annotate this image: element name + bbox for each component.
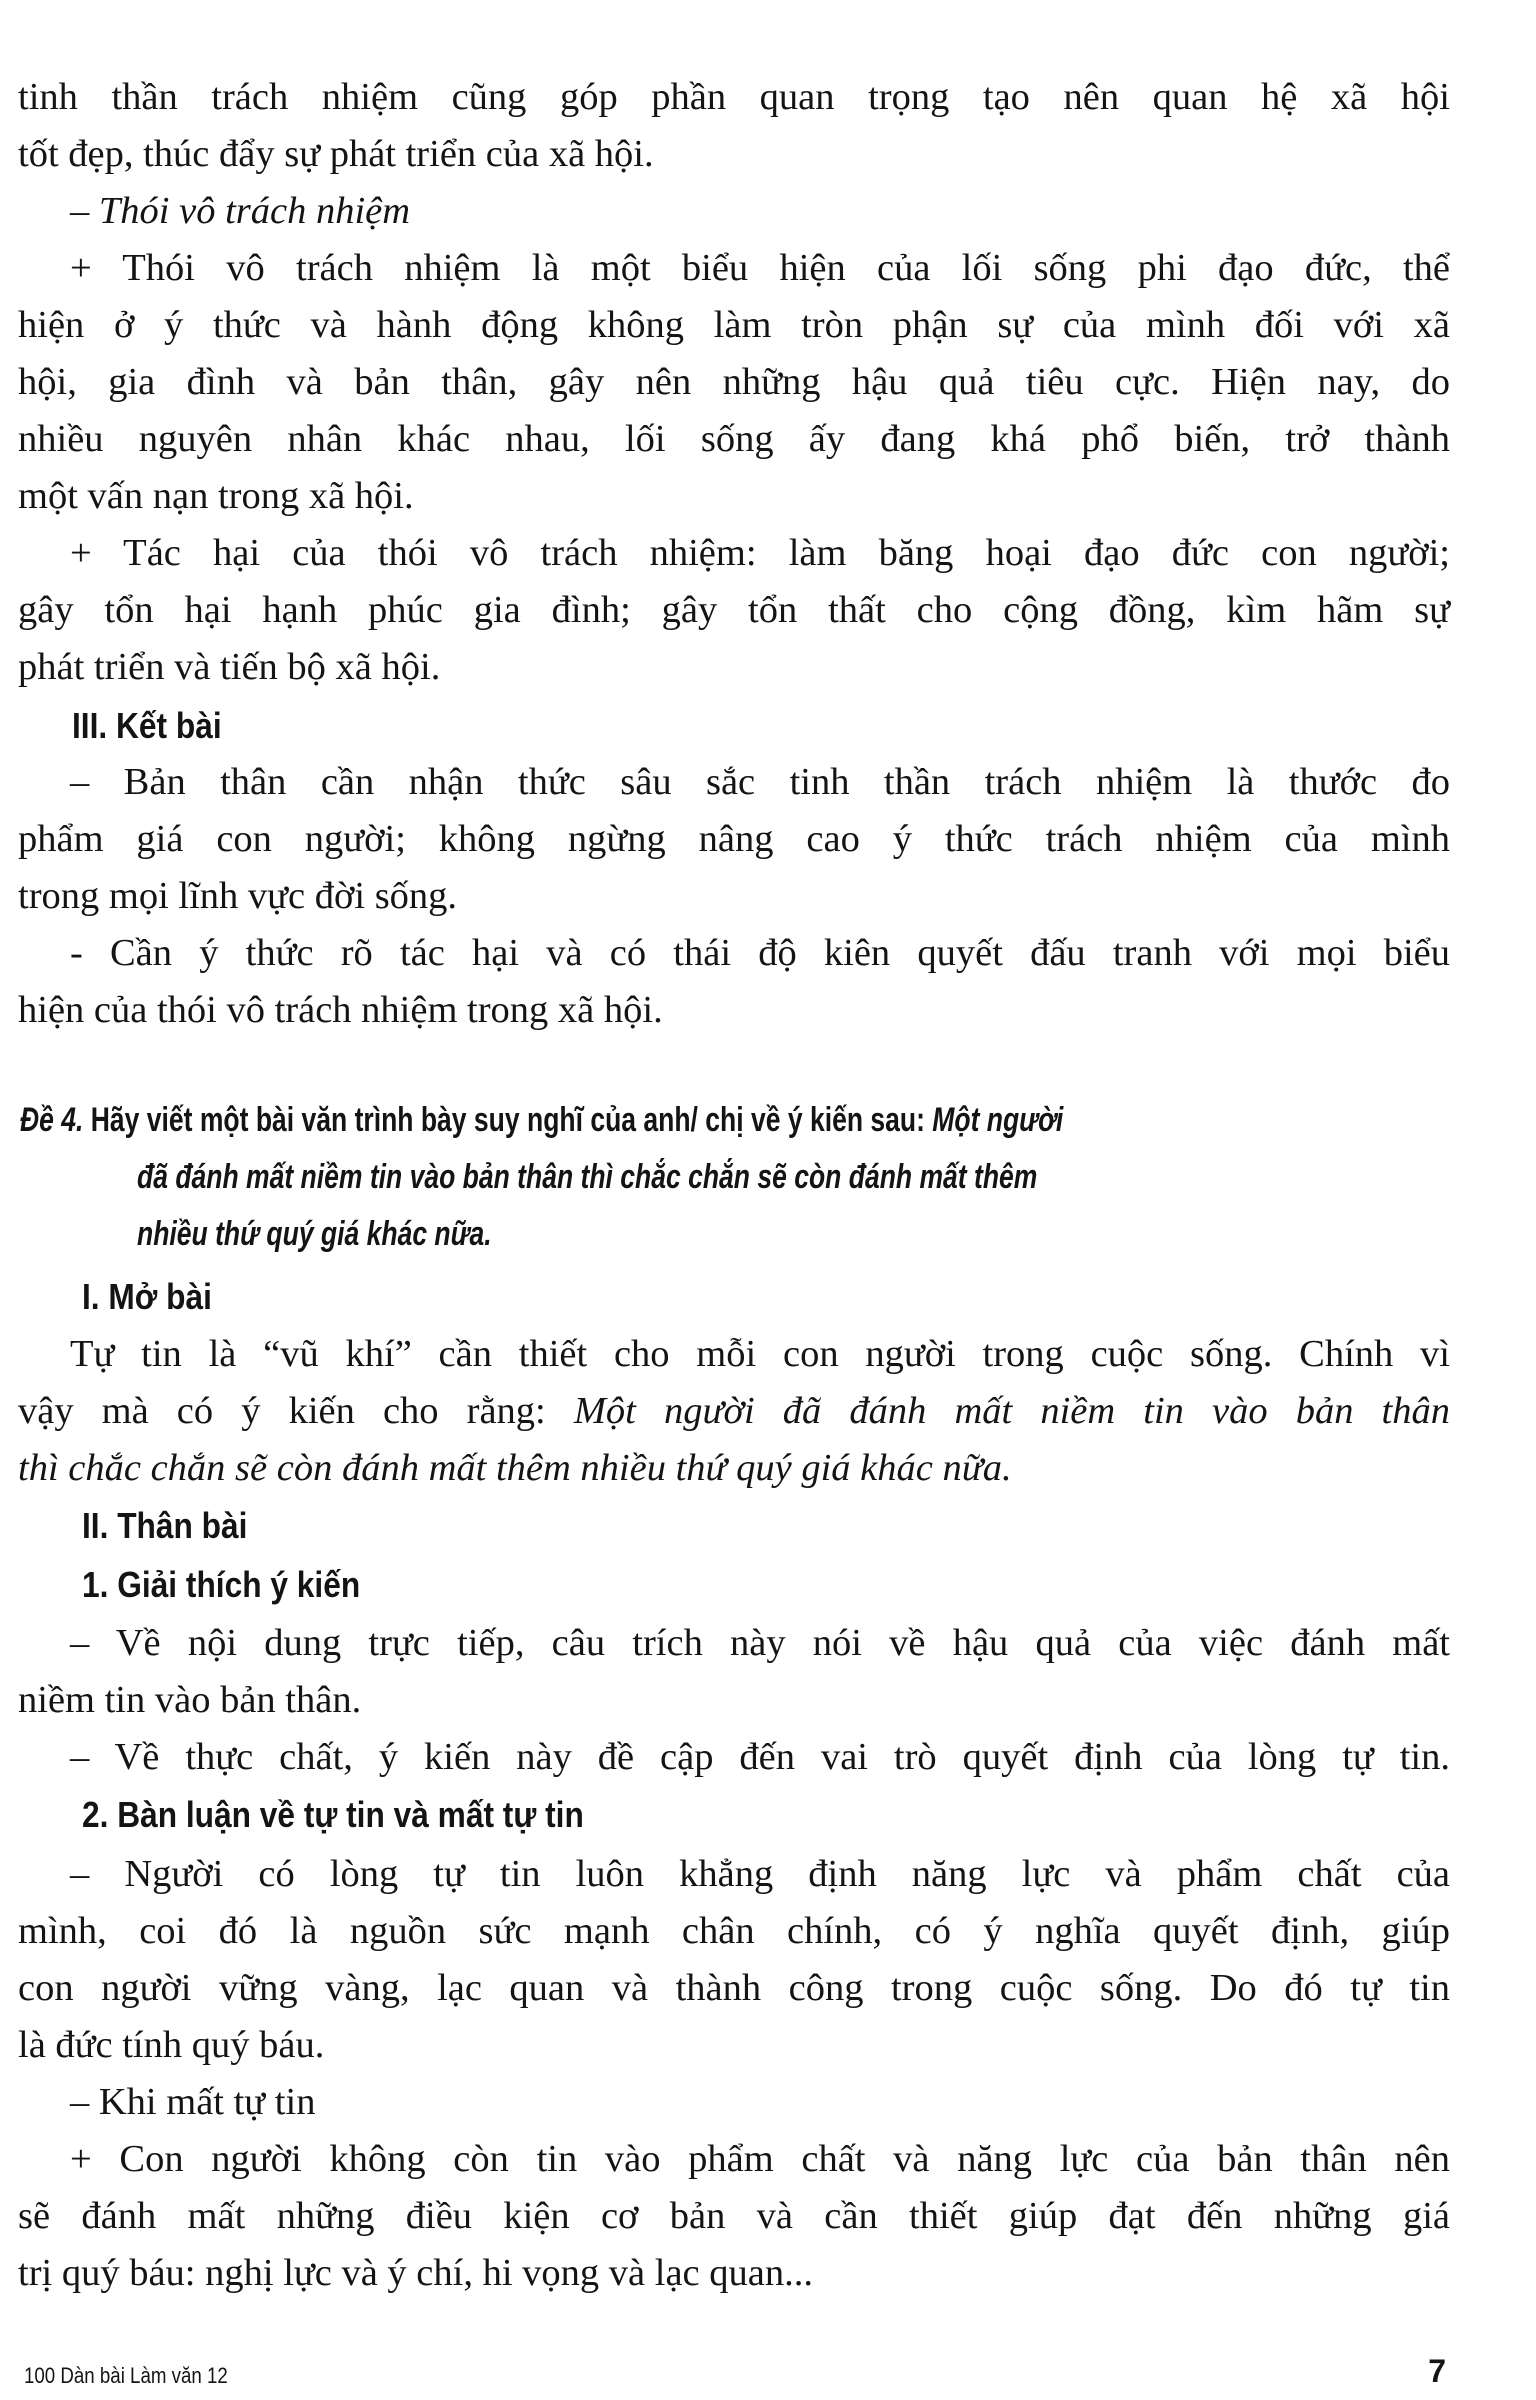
text-line: – Về thực chất, ý kiến này đề cập đến vai trò quyết định của lòng tự tin. (70, 1736, 1450, 1778)
text-line: là đức tính quý báu. (18, 2024, 325, 2066)
section-heading-mo-bai: I. Mở bài (82, 1276, 212, 1317)
text-line: – Bản thân cần nhận thức sâu sắc tinh thần trách nhiệm là thước đo (70, 761, 1450, 803)
question-line-1 (20, 1103, 1063, 1137)
question-quote: Một người (932, 1101, 1064, 1139)
text-line: Tự tin là “vũ khí” cần thiết cho mỗi con người trong cuộc sống. Chính vì (70, 1333, 1450, 1375)
text-line: hiện ở ý thức và hành động không làm tròn phận sự của mình đối với xã (18, 304, 1450, 346)
section-heading-than-bai: II. Thân bài (82, 1505, 248, 1546)
text-line: hội, gia đình và bản thân, gây nên những hậu quả tiêu cực. Hiện nay, do (18, 361, 1450, 403)
text-line: – Khi mất tự tin (70, 2081, 316, 2123)
text-line: - Cần ý thức rõ tác hại và có thái độ kiên quyết đấu tranh với mọi biểu (70, 932, 1450, 974)
question-text: Hãy viết một bài văn trình bày suy nghĩ của anh/ chị về ý kiến sau: (90, 1101, 933, 1139)
text-line: tốt đẹp, thúc đẩy sự phát triển của xã hội. (18, 133, 654, 175)
text-line: trong mọi lĩnh vực đời sống. (18, 875, 458, 917)
text-line: mình, coi đó là nguồn sức mạnh chân chính, có ý nghĩa quyết định, giúp (18, 1910, 1450, 1952)
text-line: nhiều nguyên nhân khác nhau, lối sống ấy đang khá phổ biến, trở thành (18, 418, 1450, 460)
page-number: 7 (1428, 2353, 1446, 2389)
text-line: gây tổn hại hạnh phúc gia đình; gây tổn thất cho cộng đồng, kìm hãm sự (18, 589, 1450, 631)
subheading-italic: – Thói vô trách nhiệm (70, 190, 411, 232)
text-line: hiện của thói vô trách nhiệm trong xã hội. (18, 989, 663, 1031)
footer-book-title: 100 Dàn bài Làm văn 12 (24, 2363, 228, 2388)
text-line: + Tác hại của thói vô trách nhiệm: làm băng hoại đạo đức con người; (70, 532, 1450, 574)
section-heading-ket-bai: III. Kết bài (72, 705, 222, 746)
quote-span: Một người đã đánh mất niềm tin vào bản thân (573, 1390, 1450, 1432)
text-line (18, 1392, 1450, 1431)
text-span: vậy mà có ý kiến cho rằng: (18, 1390, 574, 1432)
text-line: sẽ đánh mất những điều kiện cơ bản và cần thiết giúp đạt đến những giá (18, 2195, 1450, 2237)
subsection-heading-giai-thich: 1. Giải thích ý kiến (82, 1564, 361, 1605)
text-line: – Về nội dung trực tiếp, câu trích này nói về hậu quả của việc đánh mất (70, 1622, 1450, 1664)
text-line: phát triển và tiến bộ xã hội. (18, 646, 441, 688)
text-line: một vấn nạn trong xã hội. (18, 475, 414, 517)
question-line-2 (137, 1160, 1037, 1194)
text-line: tinh thần trách nhiệm cũng góp phần quan trọng tạo nên quan hệ xã hội (18, 76, 1450, 118)
text-line: niềm tin vào bản thân. (18, 1679, 362, 1721)
question-quote: nhiều thứ quý giá khác nữa. (137, 1215, 492, 1253)
text-line: trị quý báu: nghị lực và ý chí, hi vọng và lạc quan... (18, 2252, 813, 2294)
quote-line: thì chắc chắn sẽ còn đánh mất thêm nhiều thứ quý giá khác nữa. (18, 1447, 1012, 1489)
text-line: + Con người không còn tin vào phẩm chất và năng lực của bản thân nên (70, 2138, 1450, 2180)
subsection-heading-ban-luan: 2. Bàn luận về tự tin và mất tự tin (82, 1794, 584, 1835)
question-quote: đã đánh mất niềm tin vào bản thân thì chắc chắn sẽ còn đánh mất thêm (137, 1158, 1038, 1196)
text-line: con người vững vàng, lạc quan và thành công trong cuộc sống. Do đó tự tin (18, 1967, 1450, 2009)
text-line: phẩm giá con người; không ngừng nâng cao ý thức trách nhiệm của mình (18, 818, 1450, 860)
text-line: – Người có lòng tự tin luôn khẳng định năng lực và phẩm chất của (70, 1853, 1450, 1895)
text-line: + Thói vô trách nhiệm là một biểu hiện của lối sống phi đạo đức, thể (70, 247, 1450, 289)
question-line-3 (137, 1217, 492, 1251)
question-label: Đề 4. (20, 1101, 84, 1139)
